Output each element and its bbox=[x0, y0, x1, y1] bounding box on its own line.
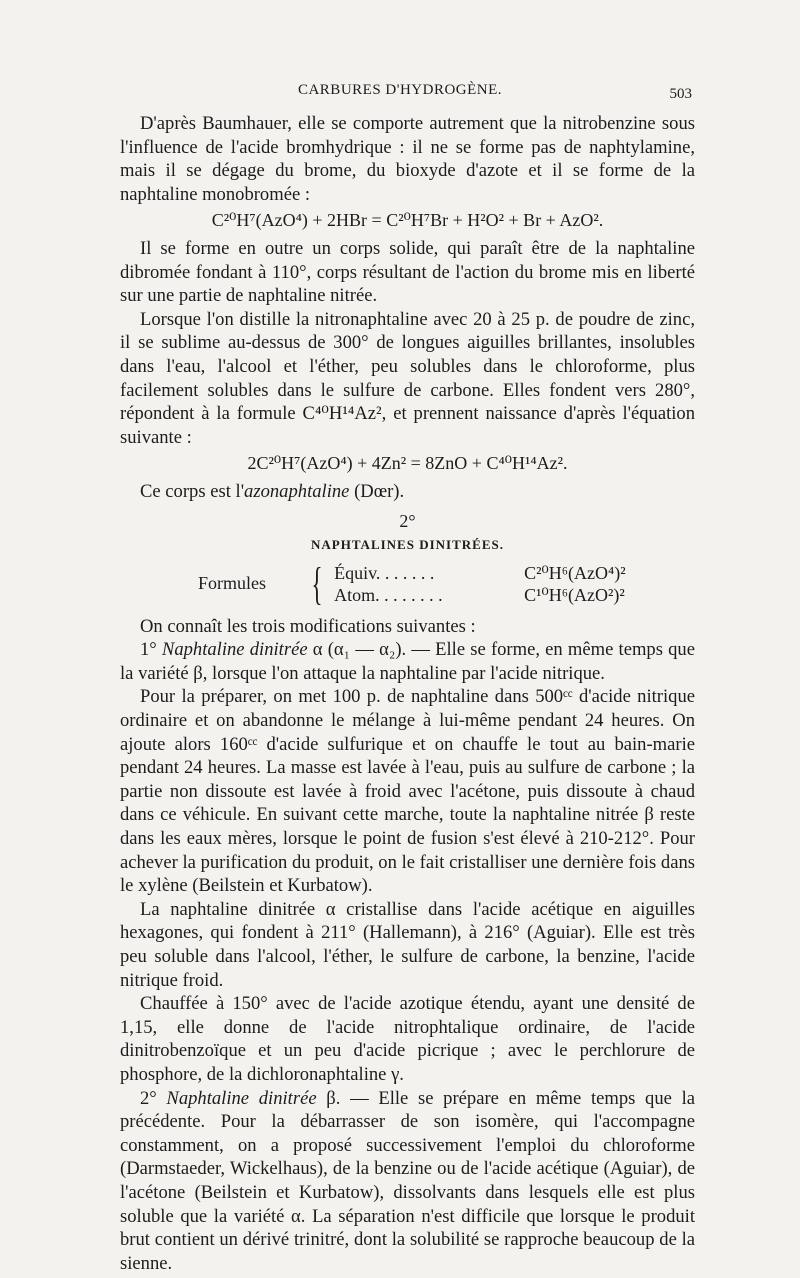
paragraph bbox=[120, 638, 695, 685]
text-span: Ce corps est l' bbox=[140, 480, 245, 502]
equation: C²⁰H⁷(AzO⁴) + 2HBr = C²⁰H⁷Br + H²O² + Br + AzO². bbox=[211, 210, 604, 231]
page-number: 503 bbox=[669, 86, 692, 102]
paragraph: Lorsque l'on distille la nitronaphtaline avec 20 à 25 p. de poudre de zinc, il se sublime au-dessus de 300° de longues aiguilles brillantes, insolubles dans l'eau, l'alcool et l'éther, peu solubles dans le chloroforme, plus facilement solubles dans le sulfure de carbone. Elles fondent vers 280°, répondent à la formule C⁴⁰H¹⁴Az², et prennent naissance d'après l'équation suivante : bbox=[120, 308, 695, 448]
text-span: β. — Elle se prépare en même temps que la précédente. Pour la débarrasser de son isomère, qui l'accompagne constamment, on a proposé successivement l'emploi du chloroforme (Darmstaeder, Wickelhaus), de la benzine ou de l'acide acétique (Aguiar), de l'acétone (Beilstein et Kurbatow), dissolvants dans lesquels elle est plus soluble que la variété α. La séparation n'est difficile que lorsque le produit brut contient un dérivé trinitré, dont la solubilité se rapproche beaucoup de la sienne. bbox=[120, 1087, 695, 1274]
italic-term: Naphtaline dinitrée bbox=[166, 1087, 317, 1109]
formula-row bbox=[334, 584, 626, 606]
text-span: 1° bbox=[140, 639, 162, 661]
running-head: CARBURES D'HYDROGÈNE. bbox=[297, 82, 503, 98]
italic-term: azonaphtaline bbox=[244, 480, 350, 502]
text-span: α (α₁ — α₂). — Elle se forme, en même temps que la variété β, lorsque l'on attaque la naphtaline par l'acide nitrique. bbox=[120, 639, 695, 684]
paragraph: D'après Baumhauer, elle se comporte autrement que la nitrobenzine sous l'influence de l'acide bromhydrique : il ne se forme pas de naphtylamine, mais il se dégage du brome, du bioxyde d'azote et il se forme de la naphtaline monobromée : bbox=[120, 113, 695, 205]
paragraph bbox=[120, 480, 695, 504]
body-text bbox=[120, 112, 695, 1275]
formula-value: C¹⁰H⁶(AzO²)² bbox=[524, 584, 625, 605]
paragraph: La naphtaline dinitrée α cristallise dans l'acide acétique en aiguilles hexagones, qui fondent à 211° (Hallemann), à 216° (Aguiar). Elle est très peu soluble dans l'alcool, l'éther, le sulfure de carbone, la benzine, l'acide nitrique froid. bbox=[120, 898, 695, 991]
paragraph: Pour la préparer, on met 100 p. de naphtaline dans 500ᶜᶜ d'acide nitrique ordinaire et on abandonne le mélange à lui-même pendant 24 heures. On ajoute alors 160ᶜᶜ d'acide sulfurique et on chauffe le tout au bain-marie pendant 24 heures. La masse est lavée à l'eau, puis au sulfure de carbone ; la partie non dissoute est lavée à froid avec l'acétone, puis dissoute à chaud dans ce véhicule. En suivant cette marche, toute la naphtaline nitrée β reste dans les eaux mères, lorsque le point de fusion s'est élevé à 210-212°. Pour achever la purification du produit, on le fait cristalliser une dernière fois dans le xylène (Beilstein et Kurbatow). bbox=[120, 686, 695, 897]
formula-key: Atom. . . . . . . . bbox=[334, 584, 443, 605]
italic-term: Naphtaline dinitrée bbox=[161, 639, 308, 661]
paragraph: Il se forme en outre un corps solide, qui paraît être de la naphtaline dibromée fondant à 110°, corps résultant de l'action du brome mis en liberté sur une partie de naphtaline nitrée. bbox=[120, 237, 695, 307]
paragraph bbox=[120, 1087, 695, 1276]
section-number: 2° bbox=[399, 510, 416, 531]
text-span: 2° bbox=[140, 1087, 167, 1109]
formula-key: Équiv. . . . . . . bbox=[334, 562, 435, 583]
equation: 2C²⁰H⁷(AzO⁴) + 4Zn² = 8ZnO + C⁴⁰H¹⁴Az². bbox=[247, 453, 568, 474]
text-span: (Dœr). bbox=[349, 480, 405, 502]
formulas-rows bbox=[334, 562, 626, 606]
formulas-label: Formules bbox=[198, 572, 267, 593]
brace-icon: { bbox=[311, 557, 323, 609]
paragraph: Chauffée à 150° avec de l'acide azotique étendu, ayant une densité de 1,15, elle donne de l'acide nitrophtalique ordinaire, de l'acide dinitrobenzoïque et un peu d'acide picrique ; avec le perchlorure de phosphore, de la dichloronaphtaline γ. bbox=[120, 993, 695, 1085]
section-title: NAPHTALINES DINITRÉES. bbox=[311, 537, 504, 553]
formulas-block bbox=[198, 557, 695, 609]
paragraph: On connaît les trois modifications suivantes : bbox=[140, 615, 476, 637]
formula-row bbox=[334, 562, 626, 584]
formula-value: C²⁰H⁶(AzO⁴)² bbox=[524, 562, 626, 583]
